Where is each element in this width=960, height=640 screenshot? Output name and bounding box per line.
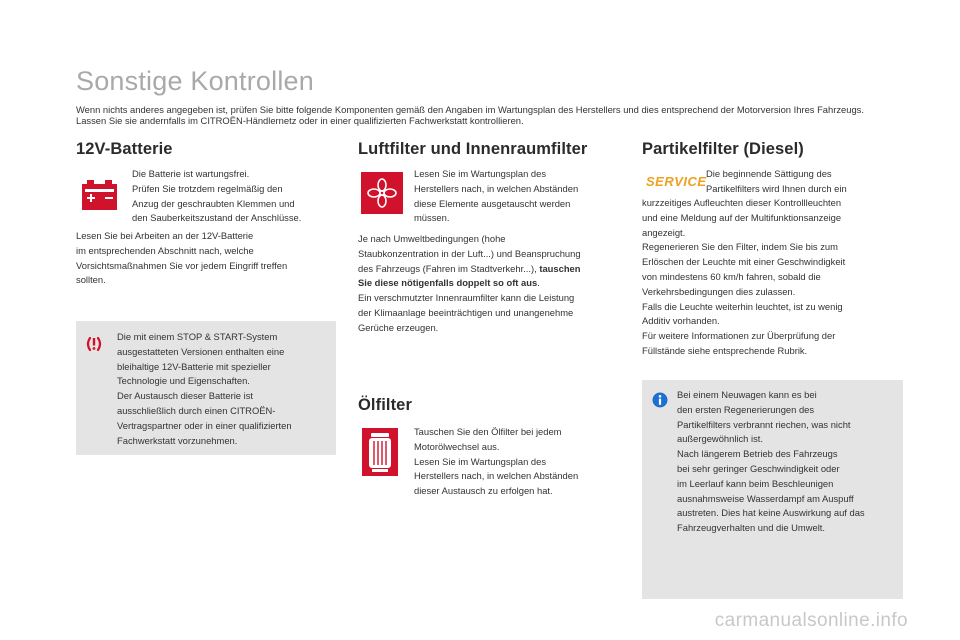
text-line: Bei einem Neuwagen kann es bei [677, 389, 817, 400]
text-line: im Leerlauf kann beim Beschleunigen [677, 477, 834, 489]
battery-icon-text [132, 167, 342, 226]
text-line: Technologie und Eigenschaften. [117, 375, 250, 387]
text-line: Fachwerkstatt vorzunehmen. [117, 434, 238, 446]
text-line: Vorsichtsmaßnahmen Sie vor jedem Eingriff treffen [76, 259, 288, 271]
text-line: Tauschen Sie den Ölfilter bei jedem [414, 426, 562, 437]
filter-icon-text [414, 167, 620, 226]
text-line: Staubkonzentration in der Luft...) und Beanspruchung [358, 247, 581, 259]
text-line: Gerüche erzeugen. [358, 321, 439, 333]
text-line: Füllstände siehe entsprechende Rubrik. [642, 344, 808, 356]
text-line: den ersten Regenerierungen des [677, 403, 815, 415]
text-line: Partikelfilters wird Ihnen durch ein [706, 182, 847, 194]
text-line [358, 262, 622, 277]
text-line: Vertragspartner oder in einer qualifizierten [117, 419, 292, 431]
text-line: Fahrzeugverhalten und die Umwelt. [677, 522, 825, 534]
oil-section [358, 396, 620, 415]
text-line: der Klimaanlage beeinträchtigen und unangenehme [358, 306, 574, 318]
text-line: Die beginnende Sättigung des [706, 168, 832, 179]
filter-section [358, 140, 620, 159]
text-line: ausgestatteten Versionen enthalten eine [117, 345, 285, 357]
text-line: Lesen Sie im Wartungsplan des [414, 168, 547, 179]
service-icon: SERVICE [646, 174, 707, 189]
dpf-icon-text [706, 167, 906, 197]
page-title: Sonstige Kontrollen [76, 66, 314, 96]
text-line [358, 276, 622, 291]
text-line: Falls die Leuchte weiterhin leuchtet, ist zu wenig [642, 300, 843, 312]
text-line: müssen. [414, 212, 450, 224]
text-line: Herstellers nach, in welchen Abständen [414, 182, 579, 194]
info-icon [652, 392, 668, 413]
text-line: Nach längerem Betrieb des Fahrzeugs [677, 448, 838, 460]
text-line: Motorölwechsel aus. [414, 440, 500, 452]
text-span: des Fahrzeugs (Fahren im Stadtverkehr...), [358, 262, 537, 274]
text-line: und eine Meldung auf der Multifunktionsanzeige [642, 211, 842, 223]
intro-line: Wenn nichts anderes angegeben ist, prüfen Sie bitte folgende Komponenten gemäß den Angaben im Wartungsplan des Herstellers und dies entsprechend der Motorversion Ihres Fahrzeugs. [76, 104, 864, 115]
text-line: Regenerieren Sie den Filter, indem Sie bis zum [642, 241, 838, 253]
text-line: angezeigt. [642, 226, 686, 238]
text-line: austreten. Dies hat keine Auswirkung auf das [677, 507, 865, 519]
air-filter-icon [361, 172, 403, 219]
text-line: von mindestens 60 km/h fahren, sobald die [642, 270, 821, 282]
text-line: Verkehrsbedingungen dies zulassen. [642, 285, 796, 297]
watermark: carmanualsonline.info [714, 610, 908, 631]
bold-span: tauschen [539, 262, 581, 274]
battery-section [76, 140, 338, 159]
dpf-body-text [642, 196, 906, 359]
battery-body-text [76, 229, 338, 288]
dpf-note-box [642, 380, 903, 599]
text-line: Je nach Umweltbedingungen (hohe [358, 233, 506, 244]
oil-filter-icon [362, 428, 398, 481]
text-line: bei sehr geringer Geschwindigkeit oder [677, 462, 840, 474]
text-line: bleihaltige 12V-Batterie mit spezieller [117, 360, 271, 372]
dpf-section [642, 140, 904, 159]
text-line: ausschließlich durch einen CITROËN- [117, 404, 276, 416]
text-line: im entsprechenden Abschnitt nach, welche [76, 244, 254, 256]
text-line: Additiv vorhanden. [642, 315, 720, 327]
battery-heading: 12V-Batterie [76, 140, 173, 158]
text-line: Herstellers nach, in welchen Abständen [414, 470, 579, 482]
warning-icon [85, 335, 103, 358]
text-line: Erlöschen der Leuchte mit einer Geschwindigkeit [642, 256, 846, 268]
text-line: Lesen Sie im Wartungsplan des [414, 455, 547, 467]
text-line: Für weitere Informationen zur Überprüfung der [642, 330, 836, 342]
intro-text [76, 104, 926, 126]
text-line: sollten. [76, 274, 106, 286]
text-line: Partikelfilters verbrannt riechen, was nicht [677, 418, 851, 430]
text-line: Ein verschmutzter Innenraumfilter kann die Leistung [358, 292, 575, 304]
oil-icon-text [414, 425, 620, 499]
filter-body-text [358, 232, 622, 336]
text-line: außergewöhnlich ist. [677, 433, 763, 445]
text-line: Lesen Sie bei Arbeiten an der 12V-Batterie [76, 230, 254, 241]
text-line: dieser Austausch zu erfolgen hat. [414, 485, 553, 497]
text-line: Die mit einem STOP & START-System [117, 331, 278, 342]
text-span: . [537, 277, 540, 289]
battery-icon [78, 175, 120, 220]
text-line: diese Elemente ausgetauscht werden [414, 197, 571, 209]
battery-note-box [76, 321, 336, 455]
text-line: Die Batterie ist wartungsfrei. [132, 168, 250, 179]
text-line: ausnahmsweise Wasserdampf am Auspuff [677, 492, 854, 504]
text-line: kurzzeitiges Aufleuchten dieser Kontrollleuchten [642, 197, 842, 208]
dpf-heading: Partikelfilter (Diesel) [642, 140, 804, 158]
text-line: den Sauberkeitszustand der Anschlüsse. [132, 212, 302, 224]
text-line: Prüfen Sie trotzdem regelmäßig den [132, 182, 283, 194]
filter-heading: Luftfilter und Innenraumfilter [358, 140, 588, 158]
intro-line: Lassen Sie sie andernfalls im CITROËN-Händlernetz oder in einer qualifizierten Fachwerkstatt kontrollieren. [76, 115, 524, 126]
bold-span: Sie diese nötigenfalls doppelt so oft aus [358, 277, 538, 289]
text-line: Anzug der geschraubten Klemmen und [132, 197, 295, 209]
text-line: Der Austausch dieser Batterie ist [117, 390, 254, 402]
oil-heading: Ölfilter [358, 396, 412, 414]
